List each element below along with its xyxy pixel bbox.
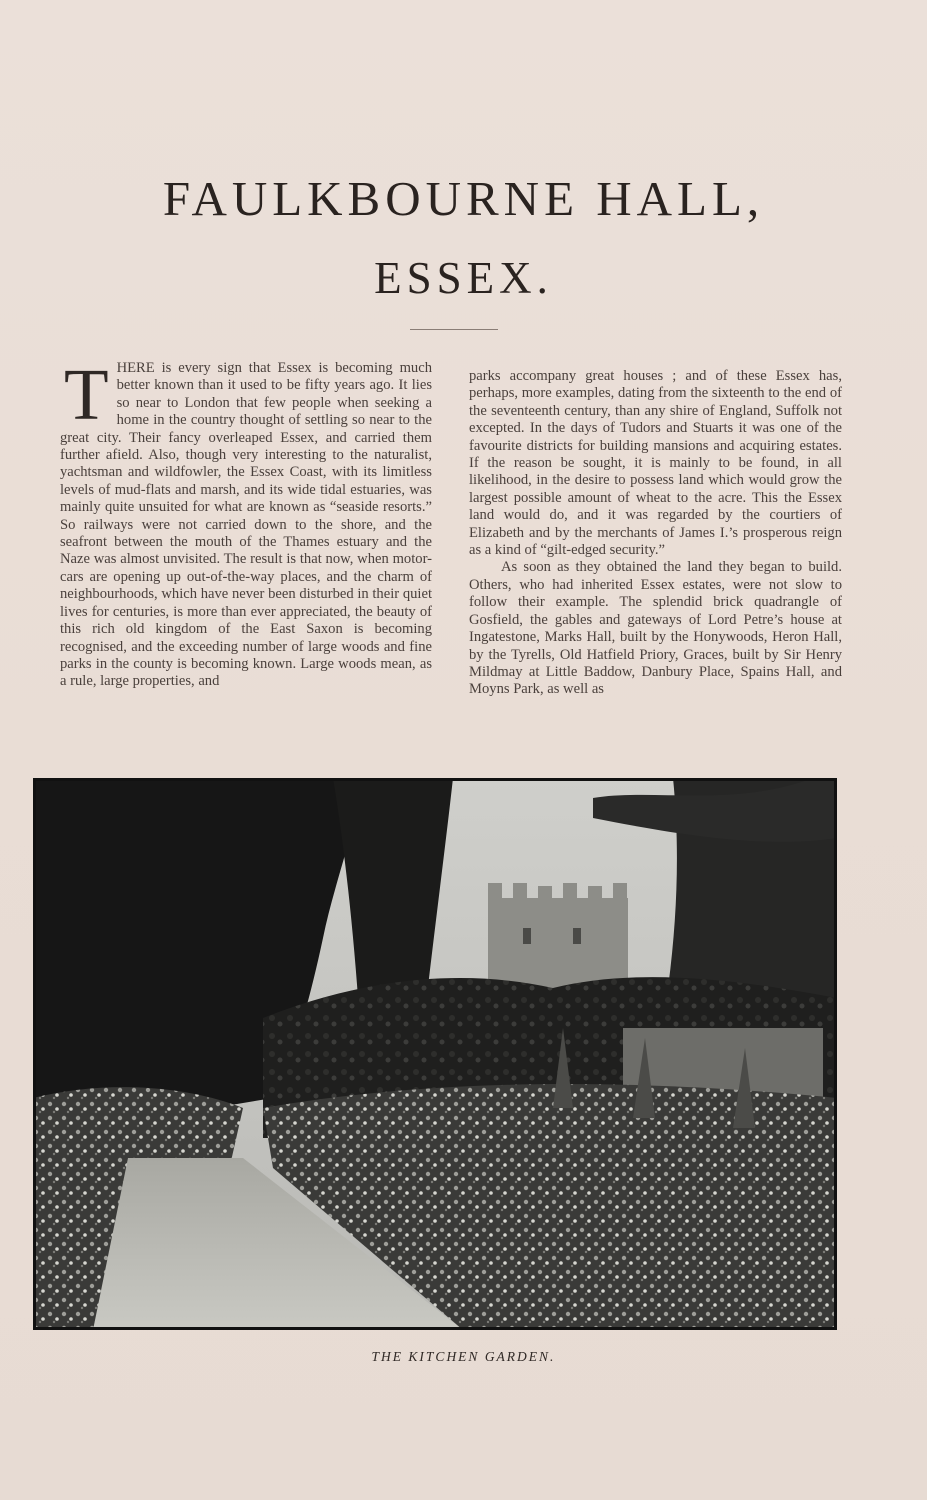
article-column-right bbox=[469, 368, 842, 699]
kitchen-garden-photo bbox=[33, 778, 837, 1330]
photo-caption: THE KITCHEN GARDEN. bbox=[371, 1349, 556, 1364]
article-column-left bbox=[60, 354, 432, 691]
paragraph-second: As soon as they obtained the land they began to build. Others, who had inherited Essex estates, were not slow to follow their example. The splendid brick quadrangle of Gosfield, the gables and gateways of Lord Petre’s house at Ingatestone, Marks Hall, built by the Honywoods, Heron Hall, by the Tyrells, Old Hatfield Priory, Graces, built by Sir Henry Mildmay at Little Baddow, Danbury Place, Spains Hall, and Moyns Park, as well as bbox=[469, 559, 842, 698]
paragraph-continued: parks accompany great houses ; and of these Essex has, perhaps, more examples, dating from the sixteenth to the end of the seventeenth century, than any shire of England, Suffolk not excepted. In the days of Tudors and Stuarts it was one of the favourite districts for building mansions and acquiring estates. If the reason be sought, it is mainly to be found, in all likelihood, in the desire to possess land which would grow the largest possible amount of wheat to the acre. This the Essex land would do, and it was regarded by the courtiers of Elizabeth and by the merchants of James I.’s prosperous reign as a kind of “gilt-edged security.” bbox=[469, 368, 842, 559]
title-divider bbox=[410, 329, 498, 330]
page-title: FAULKBOURNE HALL, bbox=[162, 171, 765, 226]
paragraph-opening-text: HERE is every sign that Essex is becoming much better known than it used to be fifty years ago. It lies so near to London that few people when seeking a home in the country thought of settling so near to the great city. Their fancy overleaped Essex, and carried them further afield. Also, though very interesting to the naturalist, yachtsman and wildfowler, the Essex Coast, with its limitless levels of mud-flats and marsh, and its wide tidal estuaries, was mainly quite unsuited for what are known as “seaside resorts.” So railways were not carried down to the shore, and the seafront between the mouth of the Thames estuary and the Naze was almost unvisited. The result is that now, when motor-cars are opening up out-of-the-way places, and the charm of neighbourhoods, which have never been disturbed in their quiet lives for centuries, is more than ever appreciated, the beauty of this rich old kingdom of the East Saxon is becoming recognised, and the exceeding number of large woods and fine parks in the county is becoming known. Large woods mean, as a rule, large properties, and bbox=[60, 360, 432, 690]
drop-cap: T bbox=[64, 354, 109, 435]
paragraph-opening bbox=[60, 354, 432, 691]
page-subtitle: ESSEX. bbox=[374, 253, 553, 303]
